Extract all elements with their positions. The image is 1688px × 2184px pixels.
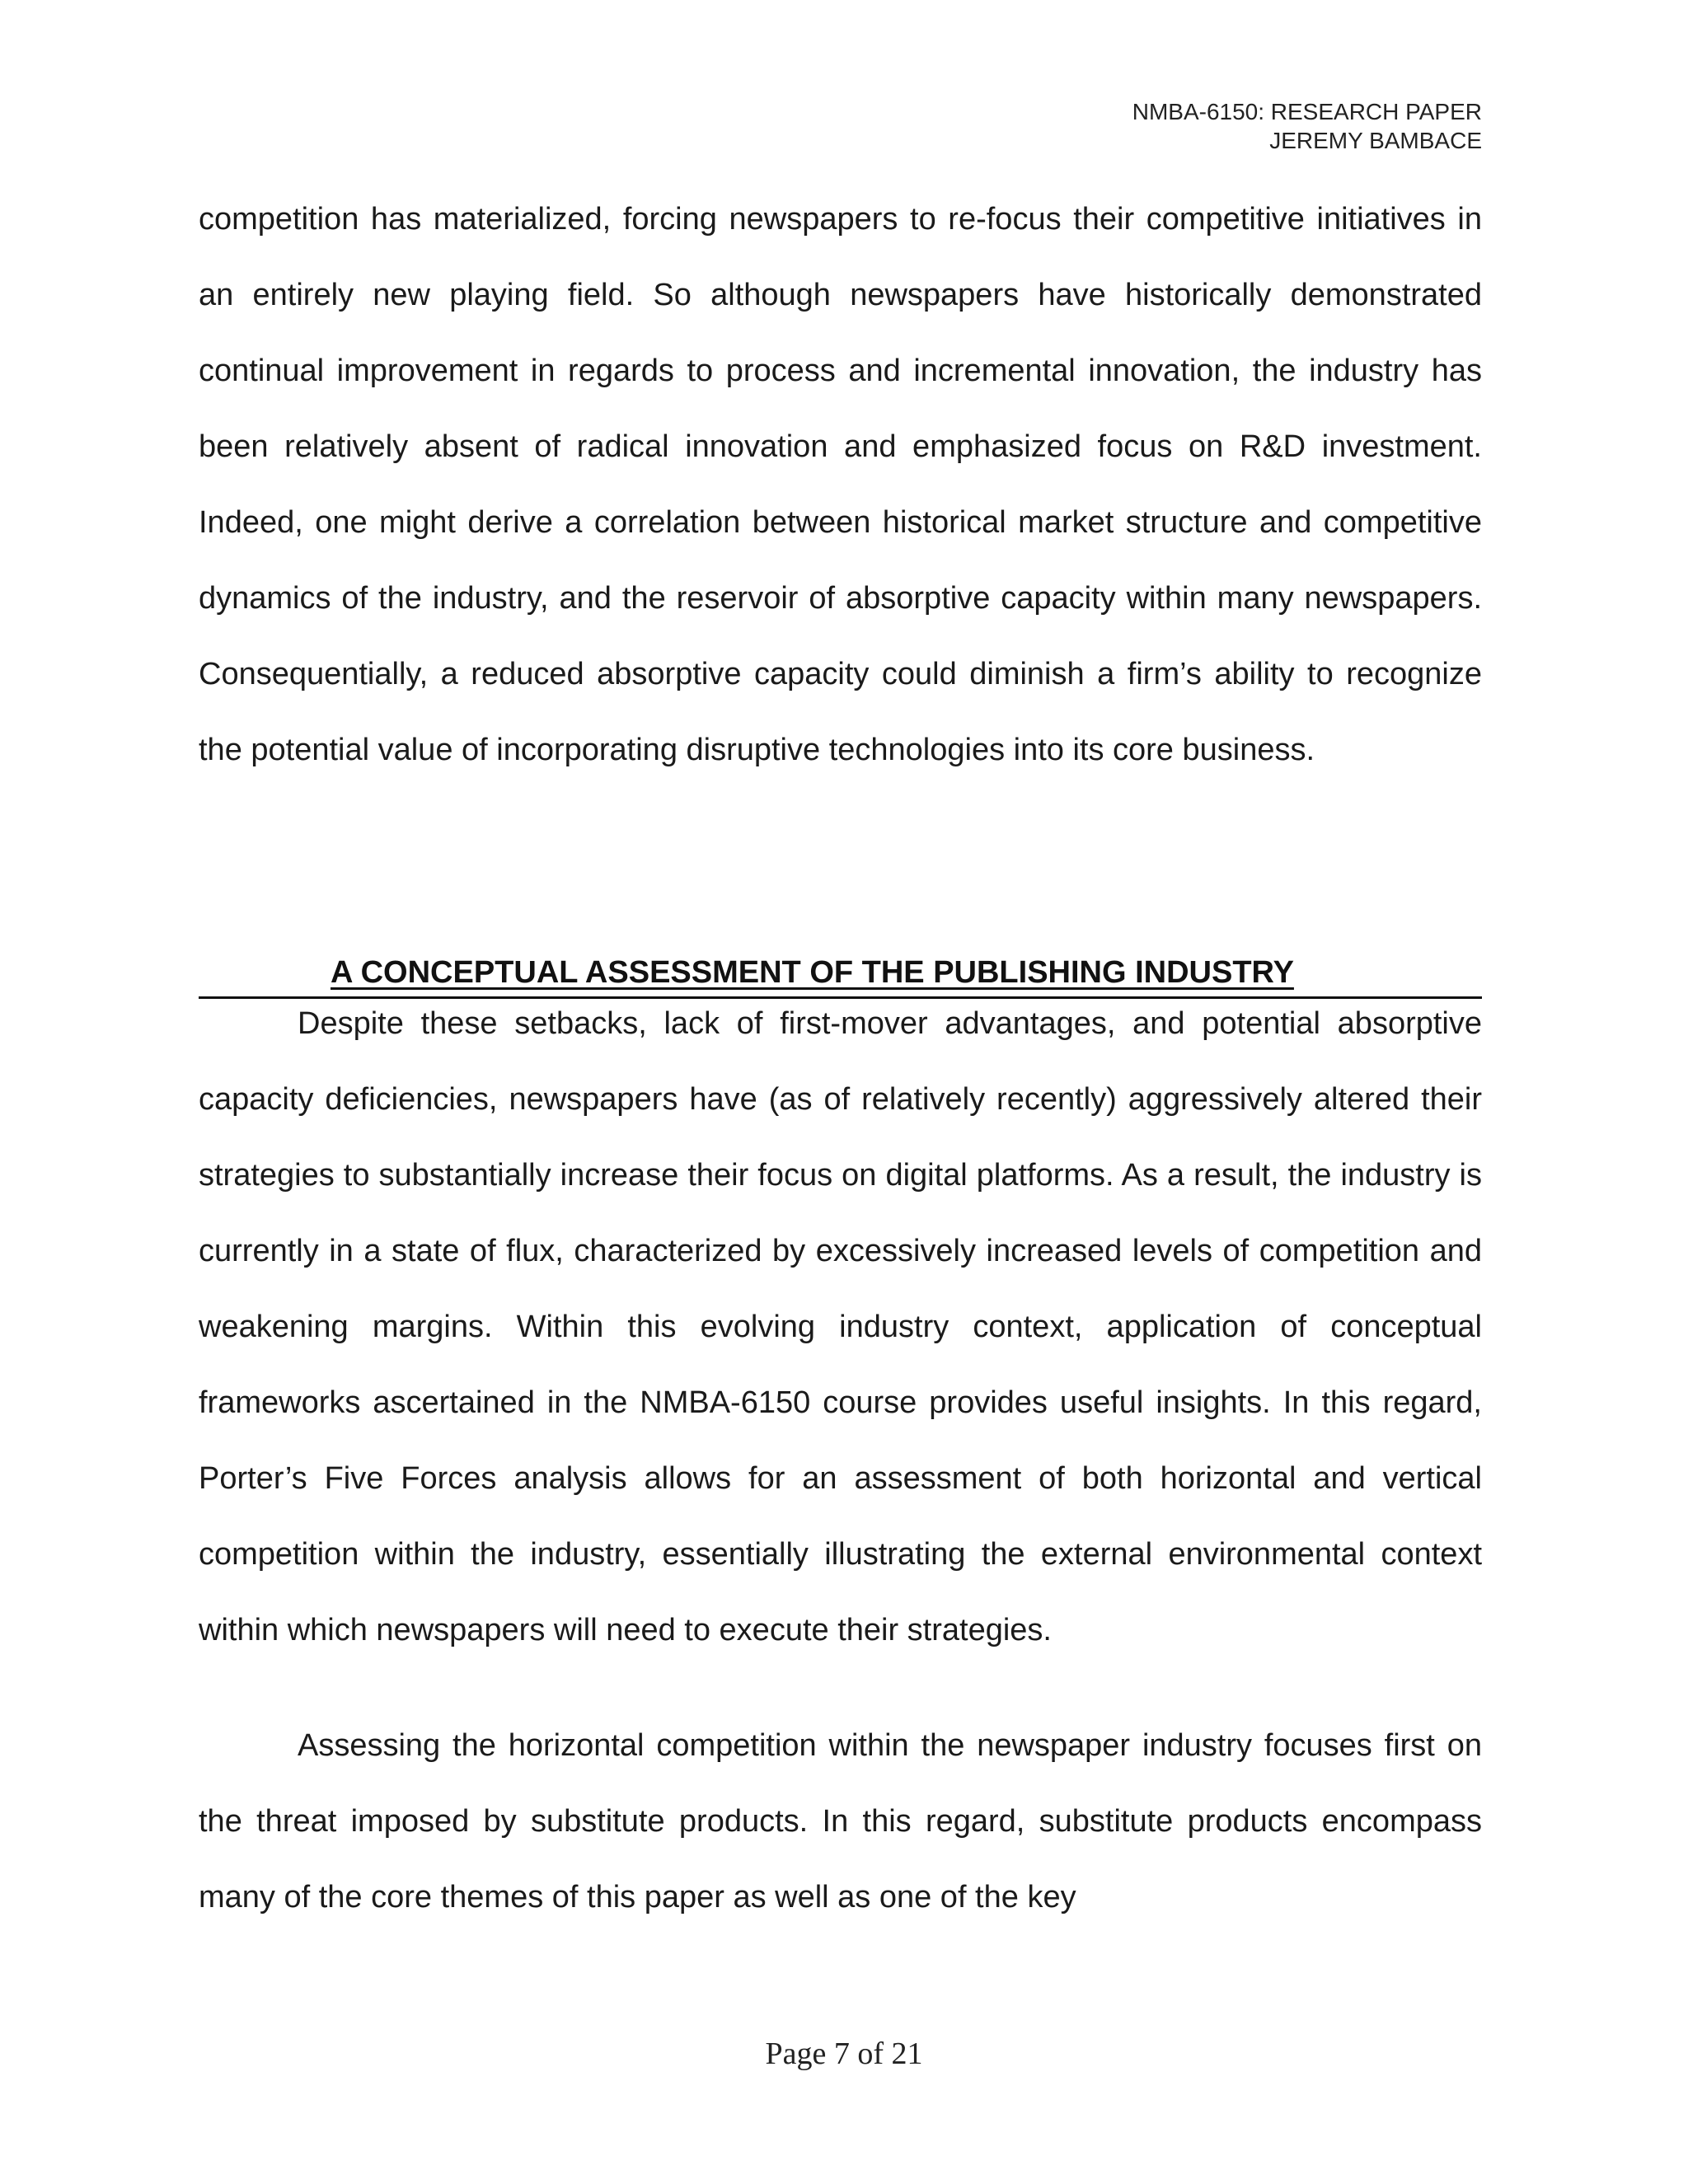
header-author: JEREMY BAMBACE	[1269, 128, 1482, 153]
header-course: NMBA-6150: RESEARCH PAPER	[1132, 99, 1482, 124]
page-number: Page 7 of 21	[765, 2036, 923, 2071]
paragraph-horizontal-competition: Assessing the horizontal competition within the newspaper industry focuses first on the threat imposed by substitute products. In this regard, substitute products encompass many of the core themes of this paper as well as one of the key	[199, 1728, 1482, 1915]
running-header	[1132, 97, 1482, 155]
section-heading: A CONCEPTUAL ASSESSMENT OF THE PUBLISHING INDUSTRY	[331, 955, 1294, 990]
paragraph-continued: competition has materialized, forcing newspapers to re-focus their competitive initiatives in an entirely new playing field. So although newspapers have historically demonstrated continual improvement in regards to process and incremental innovation, the industry has been relatively absent of radical innovation and emphasized focus on R&D investment. Indeed, one might derive a correlation between historical market structure and competitive dynamics of the industry, and the reservoir of absorptive capacity within many newspapers. Consequentially, a reduced absorptive capacity could diminish a firm’s ability to recognize the potential value of incorporating disruptive technologies into its core business.	[199, 202, 1482, 767]
paragraph-conceptual-assessment: Despite these setbacks, lack of first-mover advantages, and potential absorptive capacity deficiencies, newspapers have (as of relatively recently) aggressively altered their strategies to substantially increase their focus on digital platforms. As a result, the industry is currently in a state of flux, characterized by excessively increased levels of competition and weakening margins. Within this evolving industry context, application of conceptual frameworks ascertained in the NMBA-6150 course provides useful insights. In this regard, Porter’s Five Forces analysis allows for an assessment of both horizontal and vertical competition within the industry, essentially illustrating the external environmental context within which newspapers will need to execute their strategies.	[199, 1006, 1482, 1647]
